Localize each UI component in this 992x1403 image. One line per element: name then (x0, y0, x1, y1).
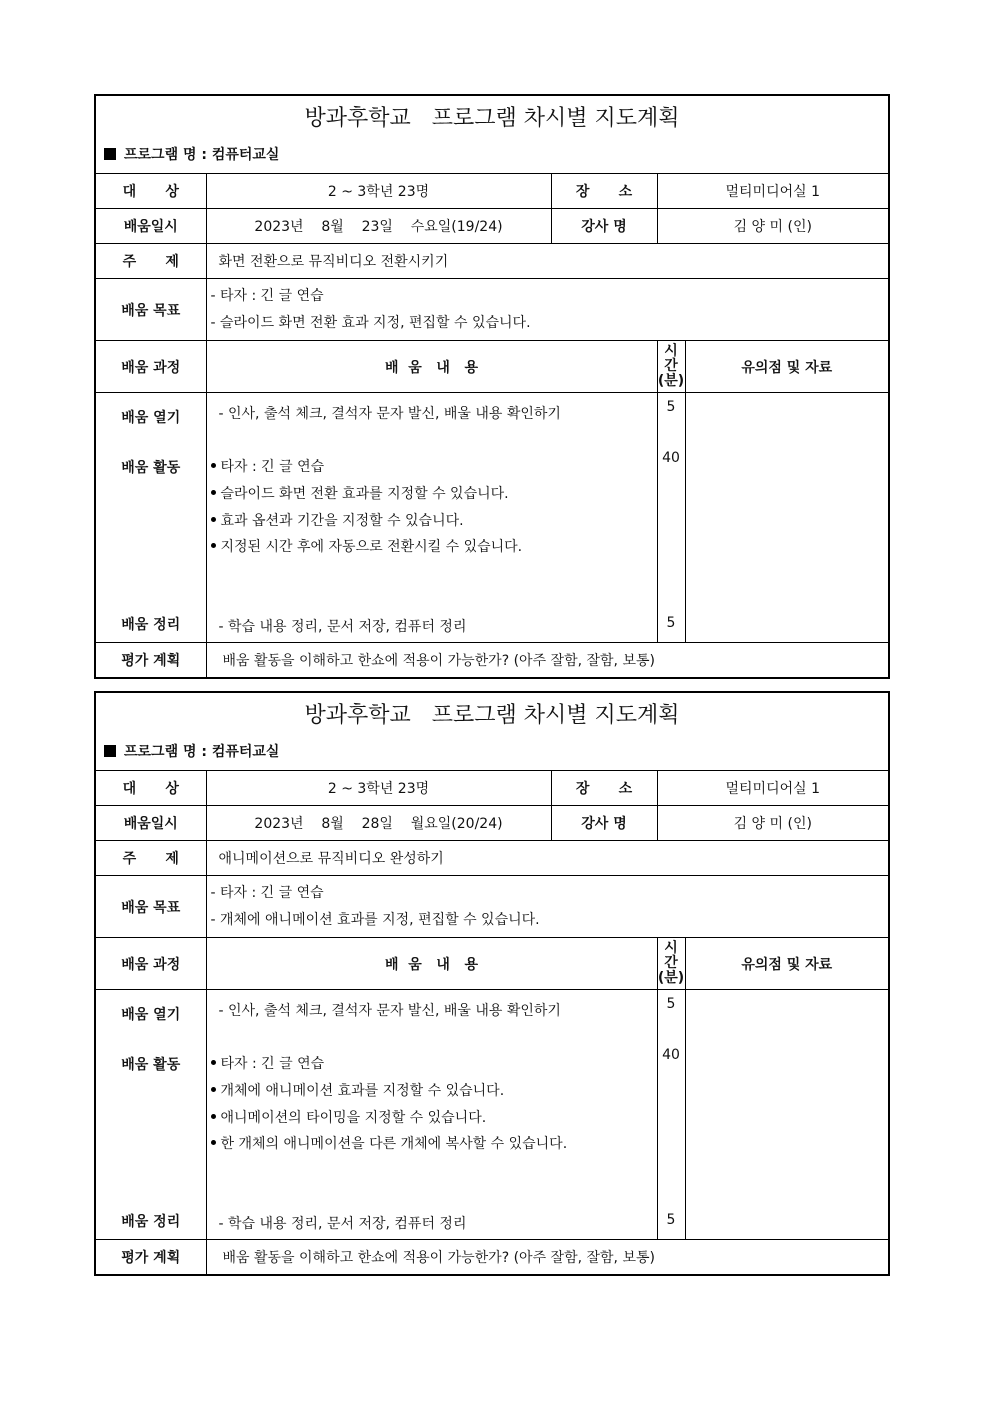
open-content: - 인사, 출석 체크, 결석자 문자 발신, 배울 내용 확인하기 (218, 1003, 561, 1019)
goal-item: - 개체에 애니메이션 효과를 지정, 편집할 수 있습니다. (210, 911, 540, 928)
stage-activity: 배움 활동 (121, 460, 181, 476)
activity-item (211, 1107, 487, 1127)
content-cell (206, 393, 657, 643)
time-close: 5 (666, 615, 676, 631)
eval-label: 평가 계획 (95, 1240, 206, 1275)
open-content: - 인사, 출석 체크, 결석자 문자 발신, 배울 내용 확인하기 (218, 406, 561, 422)
bullet-icon (211, 490, 216, 495)
goal-item: - 타자 : 긴 글 연습 (210, 287, 324, 304)
date-label: 배움일시 (95, 806, 206, 841)
bullet-icon (211, 517, 216, 522)
program-name (96, 141, 888, 173)
activity-text: 효과 옵션과 기간을 지정할 수 있습니다. (220, 513, 464, 529)
bullet-icon (211, 1060, 216, 1065)
content-cell (206, 990, 657, 1240)
target-label: 대 상 (95, 174, 206, 209)
target-value: 2 ~ 3학년 23명 (206, 771, 551, 806)
content-header: 배 움 내 용 (206, 341, 657, 393)
eval-value: 배움 활동을 이해하고 한쇼에 적용이 가능한가? (아주 잘함, 잘함, 보통) (206, 1240, 889, 1275)
close-content: - 학습 내용 정리, 문서 저장, 컴퓨터 정리 (218, 619, 467, 635)
topic-value: 화면 전환으로 뮤직비디오 전환시키기 (206, 244, 889, 279)
process-stages (95, 990, 206, 1240)
plan-header (95, 95, 889, 174)
topic-label: 주 제 (95, 244, 206, 279)
time-cell (657, 393, 685, 643)
activity-item (211, 1053, 325, 1073)
stage-activity: 배움 활동 (121, 1057, 181, 1073)
lesson-plan-table (94, 691, 890, 1276)
target-label: 대 상 (95, 771, 206, 806)
time-activity: 40 (662, 1047, 680, 1063)
goal-item: - 슬라이드 화면 전환 효과 지정, 편집할 수 있습니다. (210, 314, 531, 331)
time-header-unit: (분) (657, 373, 685, 389)
goal-cell (206, 279, 889, 341)
activity-text: 타자 : 긴 글 연습 (220, 1056, 325, 1072)
place-label: 장 소 (551, 771, 657, 806)
time-close: 5 (666, 1212, 676, 1228)
eval-value: 배움 활동을 이해하고 한쇼에 적용이 가능한가? (아주 잘함, 잘함, 보통) (206, 643, 889, 678)
process-header: 배움 과정 (95, 341, 206, 393)
goal-label: 배움 목표 (95, 876, 206, 938)
stage-open: 배움 열기 (121, 1007, 181, 1023)
target-value: 2 ~ 3학년 23명 (206, 174, 551, 209)
goal-cell (206, 876, 889, 938)
program-name-text: 프로그램 명 : 컴퓨터교실 (124, 146, 280, 163)
notes-cell (685, 990, 889, 1240)
time-header-unit: (분) (657, 970, 685, 986)
bullet-icon (211, 463, 216, 468)
stage-open: 배움 열기 (121, 410, 181, 426)
activity-text: 지정된 시간 후에 자동으로 전환시킬 수 있습니다. (220, 539, 523, 555)
date-value: 2023년 8월 23일 수요일(19/24) (206, 209, 551, 244)
content-header: 배 움 내 용 (206, 938, 657, 990)
stage-close: 배움 정리 (121, 1214, 181, 1230)
activity-text: 슬라이드 화면 전환 효과를 지정할 수 있습니다. (220, 486, 509, 502)
activity-item (211, 456, 325, 476)
plan-title: 방과후학교 프로그램 차시별 지도계획 (304, 105, 680, 131)
activity-item (211, 483, 509, 503)
date-value: 2023년 8월 28일 월요일(20/24) (206, 806, 551, 841)
activity-text: 타자 : 긴 글 연습 (220, 459, 325, 475)
activity-item (211, 510, 464, 530)
goal-label: 배움 목표 (95, 279, 206, 341)
time-open: 5 (666, 399, 676, 415)
teacher-label: 강사 명 (551, 209, 657, 244)
bullet-icon (211, 543, 216, 548)
square-bullet-icon (104, 745, 116, 757)
bullet-icon (211, 1114, 216, 1119)
program-name-text: 프로그램 명 : 컴퓨터교실 (124, 743, 280, 760)
plan-header (95, 692, 889, 771)
time-header (657, 341, 685, 393)
eval-label: 평가 계획 (95, 643, 206, 678)
teacher-value: 김 양 미 (인) (657, 806, 889, 841)
place-value: 멀티미디어실 1 (657, 771, 889, 806)
bullet-icon (211, 1087, 216, 1092)
notes-header: 유의점 및 자료 (685, 341, 889, 393)
process-stages (95, 393, 206, 643)
activity-text: 개체에 애니메이션 효과를 지정할 수 있습니다. (220, 1083, 505, 1099)
teacher-value: 김 양 미 (인) (657, 209, 889, 244)
process-header: 배움 과정 (95, 938, 206, 990)
time-open: 5 (666, 996, 676, 1012)
place-label: 장 소 (551, 174, 657, 209)
activity-text: 한 개체의 애니메이션을 다른 개체에 복사할 수 있습니다. (220, 1136, 568, 1152)
lesson-plan-table (94, 94, 890, 679)
teacher-label: 강사 명 (551, 806, 657, 841)
topic-label: 주 제 (95, 841, 206, 876)
time-header-line: 시간 (664, 940, 678, 971)
lesson-plan-1 (94, 94, 888, 679)
time-cell (657, 990, 685, 1240)
goal-item: - 타자 : 긴 글 연습 (210, 884, 324, 901)
bullet-icon (211, 1140, 216, 1145)
plan-title: 방과후학교 프로그램 차시별 지도계획 (304, 702, 680, 728)
notes-cell (685, 393, 889, 643)
activity-item (211, 1133, 568, 1153)
topic-value: 애니메이션으로 뮤직비디오 완성하기 (206, 841, 889, 876)
notes-header: 유의점 및 자료 (685, 938, 889, 990)
activity-item (211, 536, 523, 556)
close-content: - 학습 내용 정리, 문서 저장, 컴퓨터 정리 (218, 1216, 467, 1232)
date-label: 배움일시 (95, 209, 206, 244)
program-name (96, 738, 888, 770)
time-activity: 40 (662, 450, 680, 466)
square-bullet-icon (104, 148, 116, 160)
time-header-line: 시간 (664, 343, 678, 374)
stage-close: 배움 정리 (121, 617, 181, 633)
activity-item (211, 1080, 505, 1100)
lesson-plan-2 (94, 691, 888, 1276)
time-header (657, 938, 685, 990)
activity-text: 애니메이션의 타이밍을 지정할 수 있습니다. (220, 1110, 487, 1126)
place-value: 멀티미디어실 1 (657, 174, 889, 209)
